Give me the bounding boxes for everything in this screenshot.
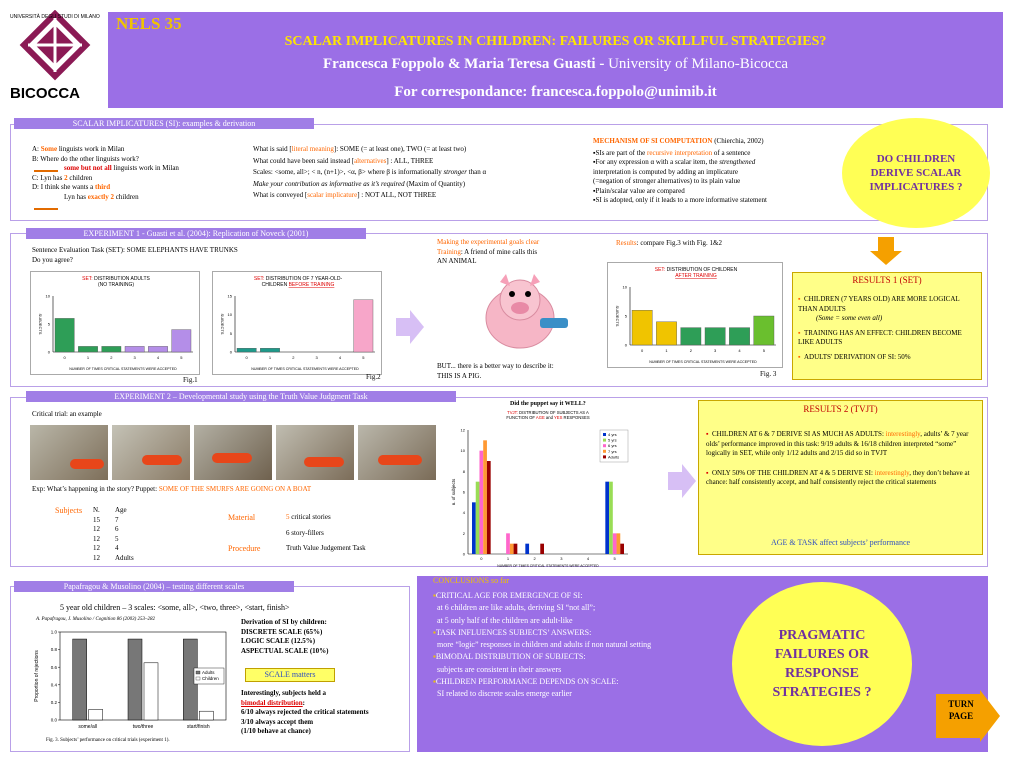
bar-5-yrs-5: [609, 482, 613, 554]
x-tick-label: 3: [560, 556, 563, 561]
bar-5: [354, 300, 373, 352]
legend-label: 6 yrs: [608, 443, 617, 449]
y-tick-label: 0.8: [50, 647, 57, 653]
papa-citation: A. Papafragou, J. Musolino / Cognition 86 (2003) 253–282: [36, 617, 156, 622]
bar-adults-1: [514, 544, 518, 554]
nels-label: NELS 35: [116, 14, 182, 33]
conclusions-list: ▪CRITICAL AGE FOR EMERGENCE OF SI: at 6 children are like adults, deriving SI “not all”; at 5 only half of the children are adult-like ▪TASK INFLUENCES SUBJECTS’ ANSWERS: more “logic” responses in children and adults if non natural setting ▪BIMODAL DISTRIBUTION OF SUBJECTS: subjects are consistent in their answers ▪CHILDREN PERFORMANCE DEPENDS ON SCALE: SI related to discrete scales emerge earlier: [433, 591, 652, 699]
fig2-caption: Fig.2: [366, 373, 381, 381]
logo-arc-text: UNIVERSITÀ DEGLI STUDI DI MILANO: [10, 14, 100, 20]
fig3: [607, 262, 783, 368]
y-tick-label: 0.0: [50, 717, 57, 723]
subjects-table: Subjects N. Age 15 7 12 6 12 5 12 4 12 Adults: [55, 506, 175, 563]
material-block: Material 5 critical stories 6 story-fillers Procedure Truth Value Judgement Task: [228, 513, 366, 553]
tvjt-subtitle: TVJT: DISTRIBUTION OF SUBJECTS AS A: [507, 410, 589, 415]
results-compare: Results: compare Fig.3 with Fig. 1&2: [616, 239, 722, 247]
bar-6-yrs-1: [506, 533, 510, 554]
y-tick-label: 0.4: [50, 682, 57, 688]
x-tick-label: 1: [86, 355, 90, 360]
bar-3: [705, 328, 725, 345]
tvjt-subtitle-line2: FUNCTION OF AGE and YES RESPONSES: [506, 415, 590, 420]
bar-7-yrs-0: [483, 440, 487, 554]
y-axis-label: Proportion of rejections: [34, 650, 40, 702]
subjects-age: 4: [115, 544, 119, 552]
x-tick-label: 4: [338, 355, 342, 360]
subjects-n: 12: [93, 525, 100, 533]
bar-4-yrs-0: [472, 502, 476, 554]
legend-label: 7 yrs: [608, 448, 617, 454]
results1-list: ▪ CHILDREN (7 YEARS OLD) ARE MORE LOGICAL THAN ADULTS (Some = some even all) ▪ TRAINING HAS AN EFFECT: CHILDREN BECOME LIKE ADULTS ▪ ADULTS' DERIVATION OF SI: 50%: [798, 295, 962, 361]
bar-0: [237, 348, 256, 352]
x-tick-label: 0: [480, 556, 483, 561]
legend-label-children: Children: [202, 676, 219, 681]
turn-page-button[interactable]: [936, 690, 1000, 742]
x-axis-label: NUMBER OF TIMES CRITICAL STATEMENTS WERE ACCEPTED: [649, 360, 757, 364]
arrow-icon: [34, 208, 58, 210]
x-tick-label: 1: [268, 355, 272, 360]
x-tick-label: 0: [245, 355, 248, 360]
y-tick-label: 4: [462, 510, 465, 516]
fig1: [30, 271, 200, 375]
authors: Francesca Foppolo & Maria Teresa Guasti -: [322, 56, 609, 72]
legend-label: Adults: [608, 454, 620, 460]
subjects-row: [55, 544, 175, 554]
bar-4-yrs-2: [525, 544, 529, 554]
papa-interesting: Interestingly, subjects held a bimodal distribution: 6/10 always rejected the critical statements 3/10 always accept them (1/10 behave at chance): [241, 689, 369, 735]
bar-1: [656, 322, 676, 345]
x-tick-label: 4: [586, 556, 590, 561]
bar-1: [260, 348, 279, 352]
scale-matters-badge: SCALE matters: [245, 668, 335, 682]
x-tick-label: start/finish: [186, 724, 210, 730]
x-tick-label: some/all: [78, 724, 97, 730]
x-tick-label: 3: [133, 355, 136, 360]
papa-figure-caption: Fig. 3. Subjects’ performance on critical trials (experiment 1).: [46, 738, 170, 743]
fig3-caption: Fig. 3: [760, 370, 777, 378]
bar-7-yrs-5: [617, 533, 621, 554]
results1-title: RESULTS 1 (SET): [852, 275, 922, 285]
x-axis-label: NUMBER OF TIMES CRITICAL STATEMENTS WERE ACCEPTED: [69, 367, 177, 371]
subjects-age: 7: [115, 515, 119, 524]
x-tick-label: 2: [689, 348, 692, 353]
y-tick-label: 6: [462, 489, 465, 495]
subjects-row: [55, 525, 175, 535]
exp2-title: EXPERIMENT 2 – Developmental study using the Truth Value Judgment Task: [26, 391, 456, 402]
legend-swatch: [603, 450, 606, 453]
papa-title: Papafragou & Musolino (2004) – testing different scales: [14, 581, 294, 592]
bar-2: [102, 346, 121, 352]
bar-adults-5: [620, 544, 624, 554]
subjects-age: 6: [115, 525, 119, 533]
x-tick-label: two/three: [132, 724, 154, 730]
tvjt-chart: [448, 408, 638, 568]
authors-line: [108, 56, 1003, 73]
legend-swatch-adults: [196, 671, 200, 674]
y-tick-label: 1.0: [50, 629, 57, 635]
y-axis-label: SUBJECTS: [38, 313, 43, 335]
exp2-question: Exp: What’s happening in the story? Puppet: SOME OF THE SMURFS ARE GOING ON A BOAT: [32, 485, 312, 493]
turn-page-label: TURN PAGE: [948, 699, 974, 721]
legend-swatch: [603, 444, 606, 447]
fig1-caption: Fig.1: [183, 376, 198, 384]
y-axis-label: n. of subjects: [451, 478, 456, 506]
si-mechanism: MECHANISM OF SI COMPUTATION (Chierchia, 2002) ▪SIs are part of the recursive interpretation of a sentence ▪For any expression α with a scalar item, the strengthened interpretation is computed by adding an implicature (=negation of stronger alternatives) to its plain value ▪Plain/scalar value are compared ▪SI is adopted, only if it leads to a more informative statement: [593, 137, 767, 204]
bar-7-yrs-1: [510, 544, 514, 554]
story-photos: [30, 425, 430, 480]
x-tick-label: 1: [506, 556, 510, 561]
x-tick-label: 3: [315, 355, 318, 360]
x-tick-label: 5: [180, 355, 183, 360]
subjects-row: [55, 535, 175, 545]
question-cloud: DO CHILDREN DERIVE SCALAR IMPLICATURES ?: [842, 118, 990, 228]
exp1-title: EXPERIMENT 1 - Guasti et al. (2004): Replication of Noveck (2001): [26, 228, 366, 239]
bar-adults-two/three: [128, 639, 142, 720]
bar-6-yrs-0: [479, 451, 483, 554]
chart-title: SET: DISTRIBUTION OF 7 YEAR-OLD-: [253, 276, 343, 282]
pig-puppet-image: [470, 268, 570, 354]
bar-children-two/three: [144, 663, 158, 720]
x-axis-label: NUMBER OF TIMES CRITICAL STATEMENTS WERE ACCEPTED: [251, 367, 359, 371]
x-tick-label: 2: [533, 556, 536, 561]
x-tick-label: 4: [156, 355, 160, 360]
subjects-n: 12: [93, 534, 100, 543]
y-tick-label: 2: [462, 530, 465, 536]
legend-label-adults: Adults: [202, 670, 215, 675]
subjects-n: 15: [93, 515, 100, 524]
university-logo: [8, 10, 103, 105]
bar-5: [754, 316, 774, 345]
si-examples: A: Some linguists work in Milan B: Where do the other linguists work? some but not all linguists work in Milan C: Lyn has 2 children D: I think she wants a third Lyn has exactly 2 children: [32, 145, 179, 201]
x-tick-label: 2: [292, 355, 295, 360]
y-tick-label: 5: [624, 313, 627, 319]
x-tick-label: 5: [613, 556, 616, 561]
y-tick-label: 10: [45, 293, 50, 299]
y-axis-label: SUBJECTS: [615, 305, 620, 327]
papa-subtitle: 5 year old children – 3 scales: <some, all>, <two, three>, <start, finish>: [60, 603, 290, 612]
y-tick-label: 8: [462, 468, 465, 474]
x-tick-label: 2: [110, 355, 113, 360]
y-tick-label: 15: [227, 293, 232, 299]
y-axis-label: SUBJECTS: [220, 313, 225, 335]
subjects-n: 12: [93, 544, 100, 552]
legend-swatch: [603, 439, 606, 442]
bar-adults-0: [487, 461, 491, 554]
x-tick-label: 3: [714, 348, 717, 353]
legend-swatch: [603, 455, 606, 458]
x-tick-label: 0: [641, 348, 644, 353]
chart-title-line2: CHILDREN BEFORE TRAINING: [261, 282, 335, 288]
bar-6-yrs-5: [613, 533, 617, 554]
arrow-icon: [34, 170, 58, 172]
bar-4-yrs-5: [605, 482, 609, 554]
affiliation: University of Milano-Bicocca: [608, 56, 789, 72]
better-description: BUT... there is a better way to describe it: THIS IS A PIG.: [437, 362, 554, 380]
y-tick-label: 0.2: [50, 700, 57, 705]
x-tick-label: 5: [362, 355, 365, 360]
chart-title-line2: (NO TRAINING): [97, 282, 135, 288]
exp1-task: Sentence Evaluation Task (SET): SOME ELEPHANTS HAVE TRUNKS Do you agree?: [32, 246, 238, 264]
fig2: [212, 271, 382, 375]
legend-label: 5 yrs: [608, 437, 617, 443]
correspondence: For correspondance: francesca.foppolo@unimib.it: [394, 84, 717, 100]
bar-adults-some/all: [73, 639, 87, 720]
papa-chart: [30, 624, 230, 738]
y-tick-label: 12: [460, 427, 465, 433]
results2-footer: AGE & TASK affect subjects’ performance: [770, 538, 911, 547]
results2-title: RESULTS 2 (TVJT): [803, 404, 878, 414]
tvjt-chart-title: Did the puppet say it WELL?: [510, 401, 586, 407]
y-tick-label: 10: [460, 448, 465, 454]
subjects-row: [55, 554, 175, 564]
si-meaning: What is said [literal meaning]: SOME (= at least one), TWO (= at least two) What could have been said instead [alternatives] : ALL, THREE Scales: <some, all>; < n, (n+1)>, <α, β> where β is informationally stronger than α Make your contribution as informative as it’s required (Maxim of Quantity) What is conveyed [scalar implicature] : NOT ALL, NOT THREE: [253, 145, 487, 199]
chart-title: SET: DISTRIBUTION OF CHILDREN: [654, 267, 738, 273]
y-tick-label: 10: [622, 284, 627, 290]
poster-title: SCALAR IMPLICATURES IN CHILDREN: FAILURES OR SKILLFUL STRATEGIES?: [284, 34, 827, 49]
bar-3: [125, 346, 144, 352]
papa-derivation: Derivation of SI by children: DISCRETE SCALE (65%) LOGIC SCALE (12.5%) ASPECTUAL SCALE (10%): [241, 618, 329, 655]
bar-4: [729, 328, 749, 345]
bar-5: [172, 330, 191, 352]
y-tick-label: 0: [229, 349, 232, 355]
y-tick-label: 0.6: [50, 664, 57, 670]
si-section-title: SCALAR IMPLICATURES (SI): examples & derivation: [14, 118, 314, 129]
critical-trial: Critical trial: an example: [32, 410, 102, 418]
bar-1: [78, 346, 97, 352]
x-axis-label: NUMBER OF TIMES CRITICAL STATEMENTS WERE ACCEPTED: [497, 564, 599, 568]
y-tick-label: 0: [462, 551, 465, 557]
chart-title-line2: AFTER TRAINING: [675, 273, 717, 279]
legend-swatch: [603, 433, 606, 436]
x-tick-label: 1: [665, 348, 668, 353]
bar-4: [148, 346, 167, 352]
bar-2: [681, 328, 701, 345]
y-tick-label: 5: [229, 330, 232, 336]
bar-5-yrs-0: [476, 482, 480, 554]
logo-text: BICOCCA: [10, 85, 80, 102]
legend-swatch-children: [196, 677, 200, 680]
training-text: Making the experimental goals clear Training: A friend of mine calls this AN ANIMAL: [437, 238, 540, 265]
x-tick-label: 0: [63, 355, 66, 360]
subjects-n: 12: [93, 553, 100, 562]
bar-0: [632, 310, 652, 345]
bar-0: [55, 318, 74, 352]
chart-title: SET: DISTRIBUTION ADULTS: [82, 276, 150, 282]
y-tick-label: 0: [624, 342, 627, 348]
subjects-age: 5: [115, 534, 119, 543]
subjects-row: [55, 516, 175, 526]
conclusion-cloud: PRAGMATIC FAILURES OR RESPONSE STRATEGIES ?: [732, 582, 912, 746]
subjects-age: Adults: [115, 553, 134, 562]
bar-children-start/finish: [199, 711, 213, 720]
x-tick-label: 5: [762, 348, 765, 353]
y-tick-label: 5: [47, 321, 50, 327]
y-tick-label: 10: [227, 312, 232, 318]
header-banner: [108, 12, 1003, 108]
conclusions-title: CONCLUSIONS so far: [433, 576, 509, 585]
legend-label: 4 yrs: [608, 432, 617, 437]
x-tick-label: 4: [738, 348, 741, 353]
results2-list: ▪ CHILDREN AT 6 & 7 DERIVE SI AS MUCH AS ADULTS: interestingly, adults’ & 7 year olds’ performance improved in this task: 9/19 adults & 16/18 children interpreted “some” logically in SET, while only 1/12 adults and 2/15 did so in TVJT ▪ ONLY 50% OF THE CHILDREN AT 4 & 5 DERIVE SI: interestingly, they don’t behave at chance: half consistently accept, and half consistently reject the critical statements: [706, 430, 970, 486]
bar-adults-2: [540, 544, 544, 554]
bar-children-some/all: [89, 709, 103, 720]
y-tick-label: 0: [47, 349, 50, 355]
